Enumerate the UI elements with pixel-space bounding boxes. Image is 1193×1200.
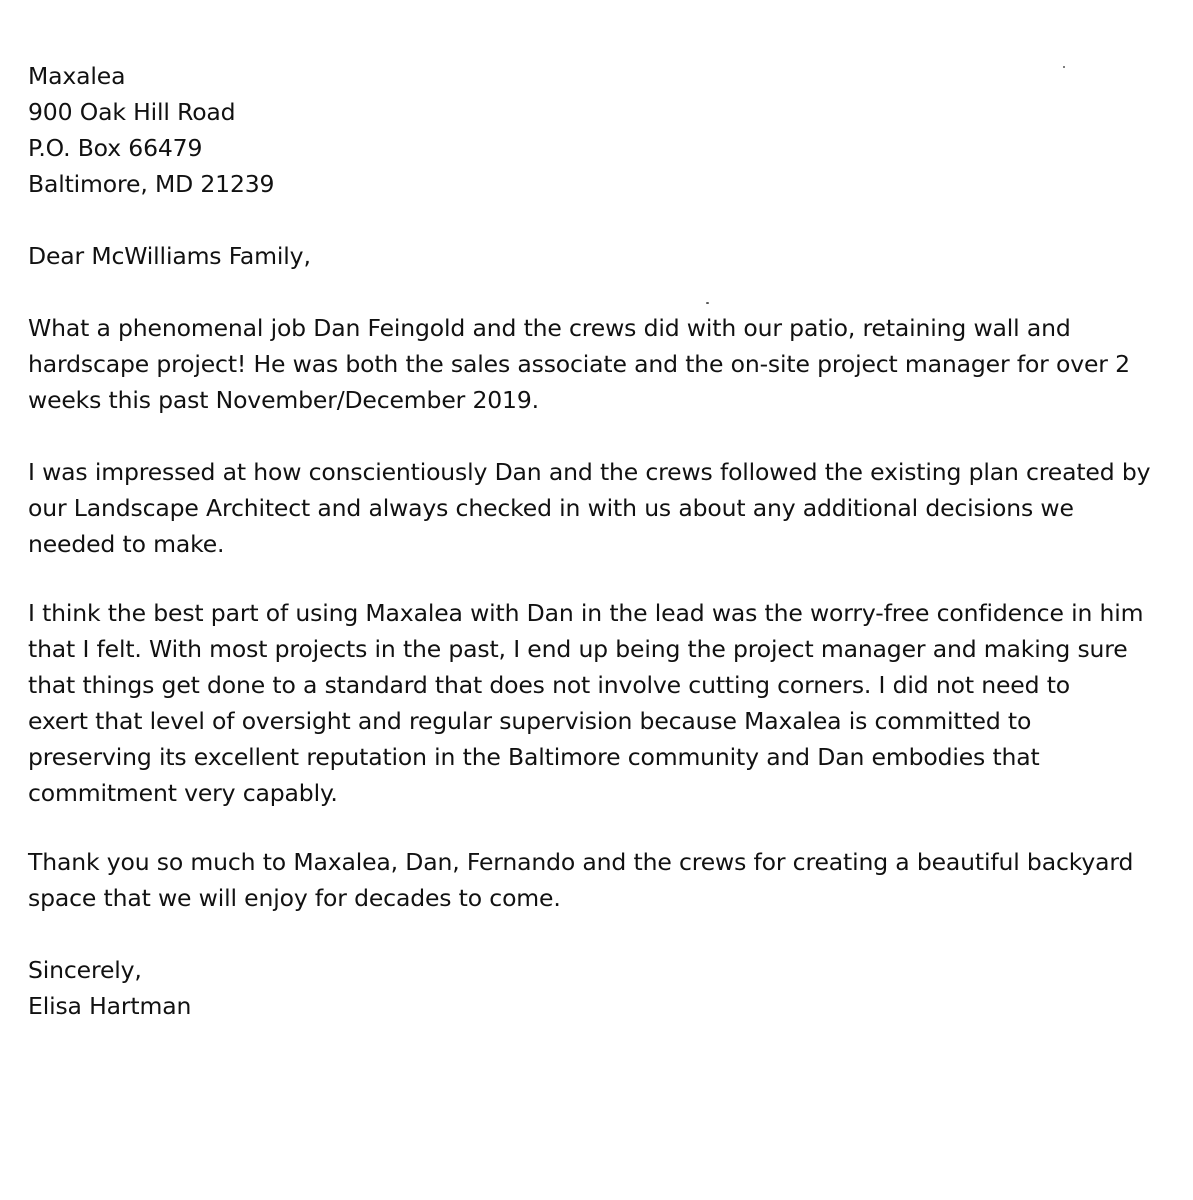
- paragraph: [28, 595, 1188, 811]
- address-line: 900 Oak Hill Road: [28, 98, 236, 126]
- paragraph-line: I think the best part of using Maxalea with Dan in the lead was the worry-free confidence in him: [28, 599, 1144, 627]
- closing-text: Sincerely,: [28, 956, 142, 984]
- paragraph-line: needed to make.: [28, 530, 225, 558]
- recipient-address: [28, 58, 1188, 202]
- sign-off: [28, 952, 1188, 1024]
- address-line: Maxalea: [28, 62, 126, 90]
- salutation-text: Dear McWilliams Family,: [28, 242, 311, 270]
- paragraph-line: Thank you so much to Maxalea, Dan, Fernando and the crews for creating a beautiful backyard: [28, 848, 1134, 876]
- paragraph-line: I was impressed at how conscientiously Dan and the crews followed the existing plan created by: [28, 458, 1151, 486]
- address-line: Baltimore, MD 21239: [28, 170, 275, 198]
- paragraph: [28, 454, 1188, 562]
- paragraph: [28, 844, 1188, 916]
- paragraph: [28, 310, 1188, 418]
- paragraph-line: that I felt. With most projects in the past, I end up being the project manager and making sure: [28, 635, 1128, 663]
- paragraph-line: preserving its excellent reputation in the Baltimore community and Dan embodies that: [28, 743, 1040, 771]
- paragraph-line: commitment very capably.: [28, 779, 338, 807]
- scan-speck: [1063, 66, 1065, 68]
- paragraph-line: hardscape project! He was both the sales associate and the on-site project manager for over 2: [28, 350, 1130, 378]
- paragraph-line: weeks this past November/December 2019.: [28, 386, 539, 414]
- paragraph-line: that things get done to a standard that does not involve cutting corners. I did not need to: [28, 671, 1070, 699]
- paragraph-line: exert that level of oversight and regular supervision because Maxalea is committed to: [28, 707, 1032, 735]
- scan-speck: [706, 302, 709, 304]
- address-line: P.O. Box 66479: [28, 134, 203, 162]
- paragraph-line: space that we will enjoy for decades to come.: [28, 884, 561, 912]
- signature-name: Elisa Hartman: [28, 992, 192, 1020]
- paragraph-line: What a phenomenal job Dan Feingold and the crews did with our patio, retaining wall and: [28, 314, 1071, 342]
- paragraph-line: our Landscape Architect and always checked in with us about any additional decisions we: [28, 494, 1074, 522]
- salutation: [28, 238, 1188, 274]
